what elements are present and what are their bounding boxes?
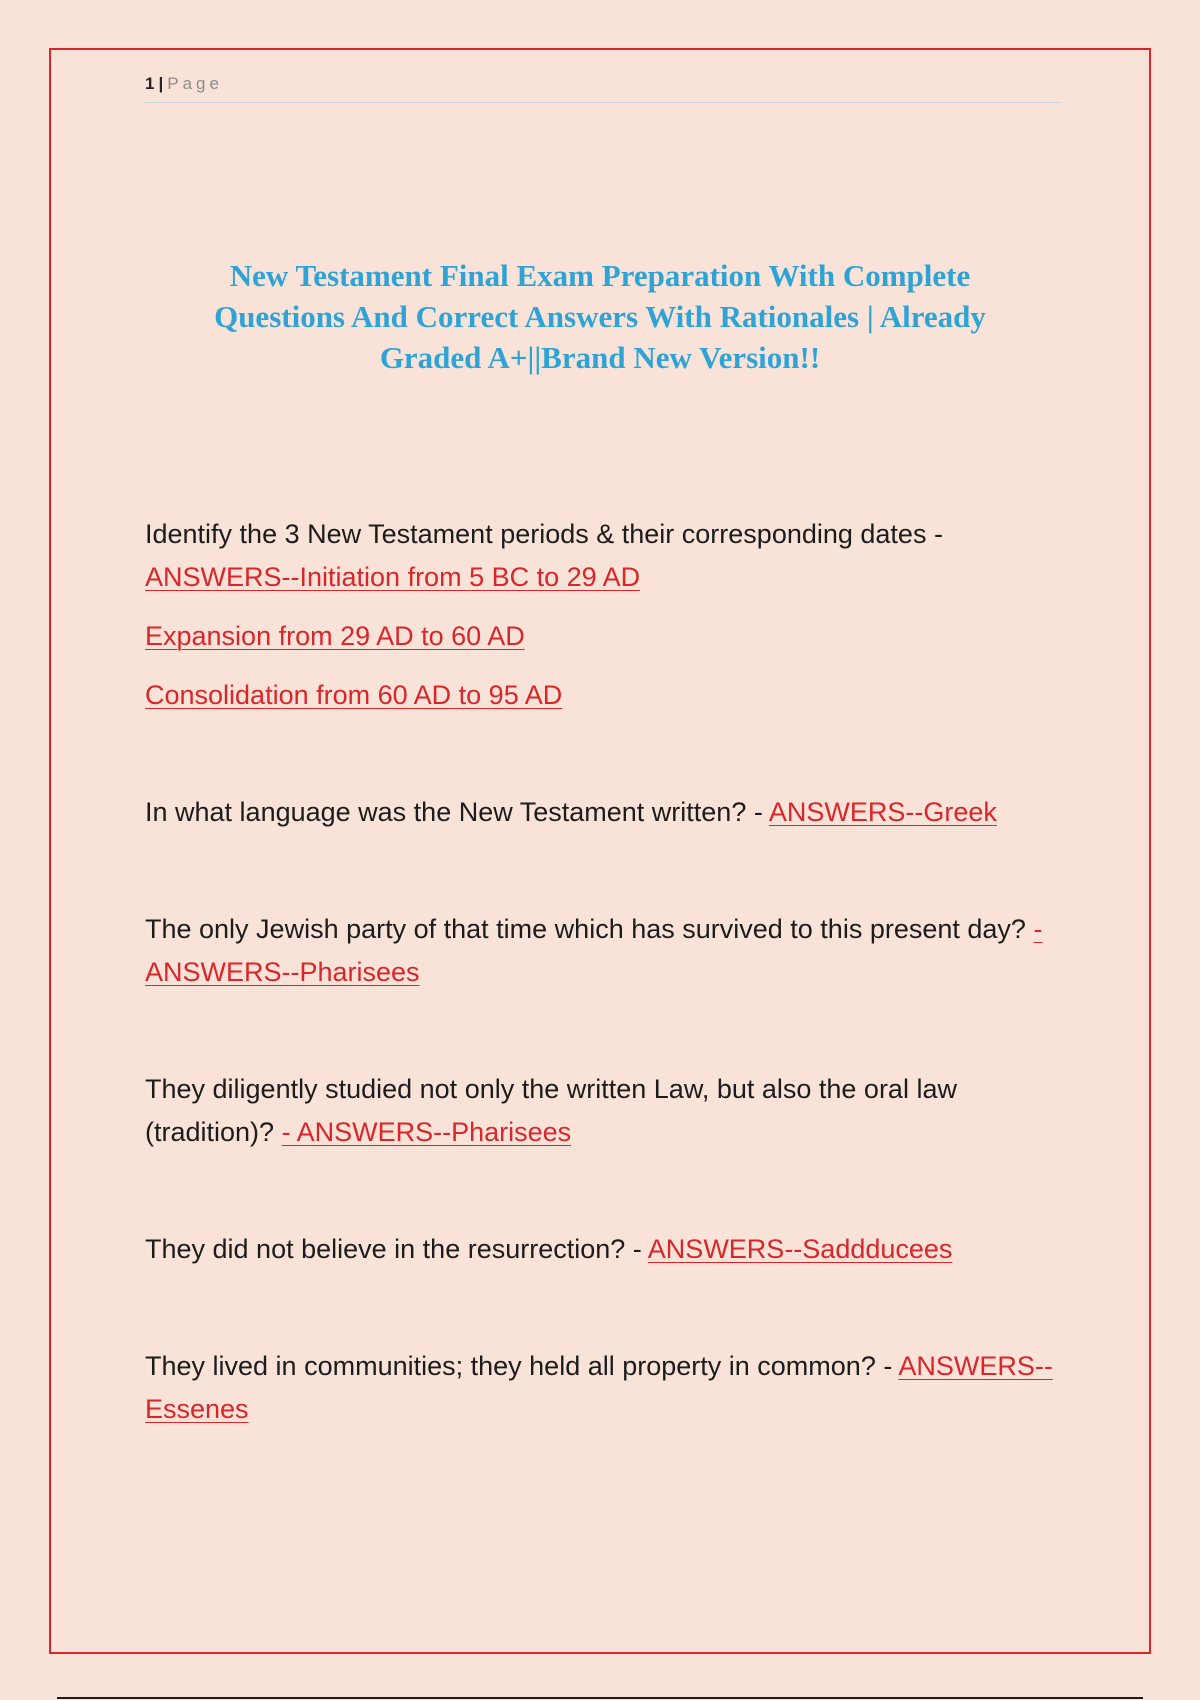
answer-text: ANSWERS--Essenes [145, 1351, 1053, 1424]
qa-item [145, 1068, 1070, 1154]
question-text: The only Jewish party of that time which has survived to this present day? [145, 914, 1034, 944]
question-text: They diligently studied not only the written Law, but also the oral law (tradition)? [145, 1074, 957, 1147]
qa-item [145, 791, 1070, 834]
question-text: Identify the 3 New Testament periods & their corresponding dates - [145, 519, 943, 549]
page-header [145, 72, 1060, 103]
answer-text: - ANSWERS--Pharisees [281, 1117, 572, 1147]
page-number: 1 [145, 74, 155, 93]
answer-text: ANSWERS--Greek [768, 797, 997, 827]
answer-text: Expansion from 29 AD to 60 AD [145, 621, 525, 651]
answer-text: Consolidation from 60 AD to 95 AD [145, 680, 563, 710]
page-label: Page [167, 74, 223, 93]
question-text: They lived in communities; they held all property in common? - [145, 1351, 899, 1381]
document-title: New Testament Final Exam Preparation With Complete Questions And Correct Answers With Rationales | Already Graded A+||Brand New Version!! [214, 258, 986, 375]
qa-item [145, 513, 1070, 599]
answer-line [145, 674, 1070, 717]
qa-item [145, 908, 1070, 994]
question-text: In what language was the New Testament written? - [145, 797, 769, 827]
qa-item [145, 1228, 1070, 1271]
answer-text: ANSWERS--Initiation from 5 BC to 29 AD [145, 562, 641, 592]
qa-content [145, 513, 1070, 1431]
bottom-rule [57, 1697, 1143, 1699]
qa-item [145, 1345, 1070, 1431]
answer-text: - ANSWERS--Pharisees [145, 914, 1043, 987]
answer-text: ANSWERS--Saddducees [647, 1234, 953, 1264]
answer-line [145, 615, 1070, 658]
question-text: They did not believe in the resurrection? - [145, 1234, 648, 1264]
page-separator: | [158, 74, 164, 93]
